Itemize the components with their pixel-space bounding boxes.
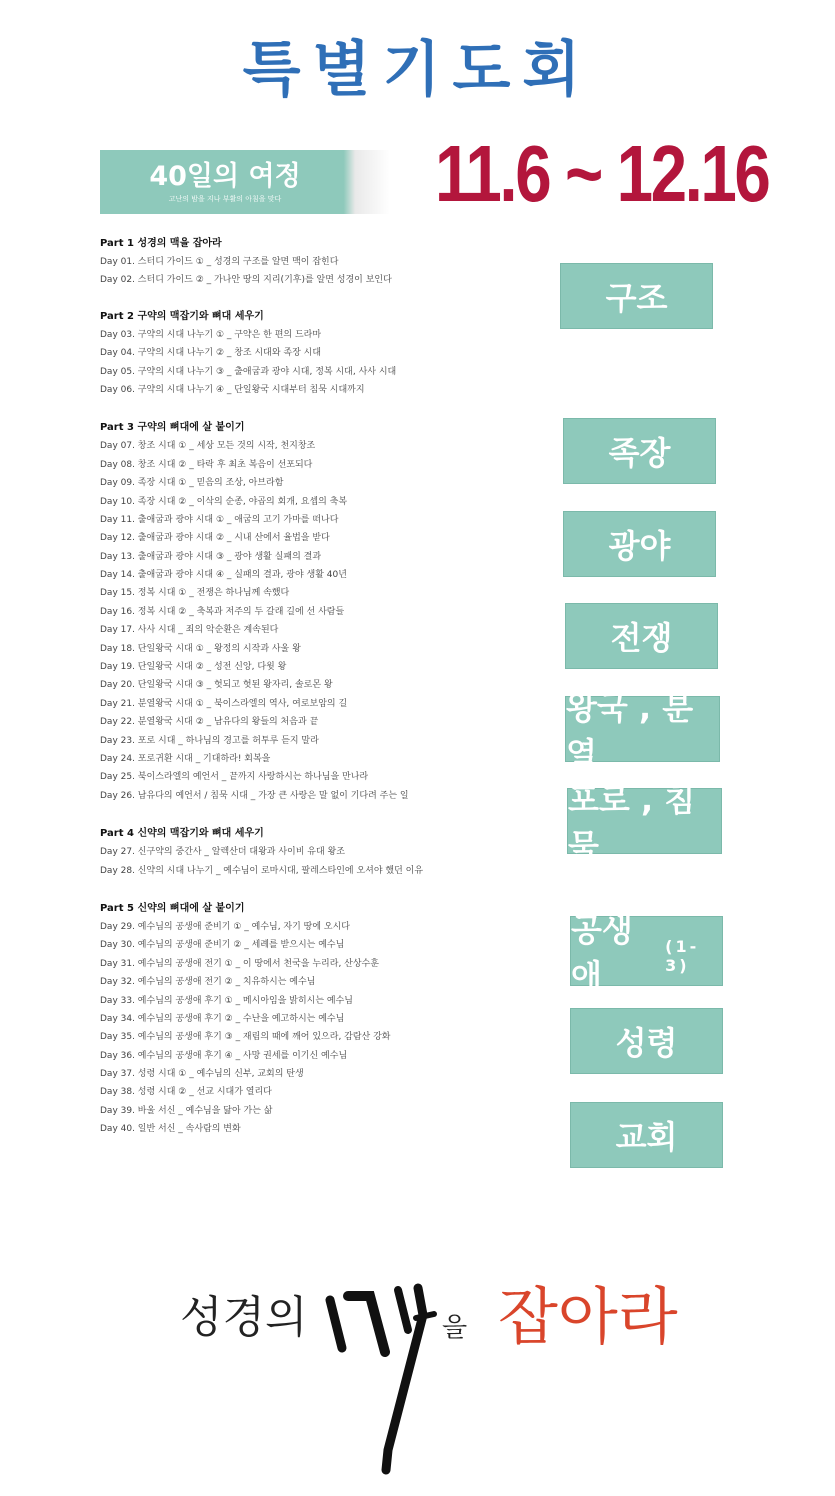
tag-holy-spirit: 성령 — [570, 1008, 723, 1074]
day-item: Day 33. 예수님의 공생애 후기 ① _ 메시아임을 밝히시는 예수님 — [100, 995, 353, 1006]
tag-structure: 구조 — [560, 263, 713, 329]
day-item: Day 30. 예수님의 공생애 준비기 ② _ 세례를 받으시는 예수님 — [100, 940, 345, 951]
day-item: Day 21. 분열왕국 시대 ① _ 북이스라엘의 역사, 여로보암의 길 — [100, 698, 348, 709]
day-item: Day 10. 족장 시대 ② _ 이삭의 순종, 야곱의 회개, 요셉의 축복 — [100, 496, 348, 507]
day-item: Day 37. 성령 시대 ① _ 예수님의 신부, 교회의 탄생 — [100, 1069, 304, 1080]
day-item: Day 39. 바울 서신 _ 예수님을 닮아 가는 삶 — [100, 1105, 273, 1116]
tag-wilderness: 광야 — [563, 511, 716, 577]
day-item: Day 13. 출애굽과 광야 시대 ③ _ 광야 생활 실패의 결과 — [100, 551, 322, 562]
day-item: Day 26. 남유다의 예언서 / 침묵 시대 _ 가장 큰 사랑은 말 없이 기다려 주는 일 — [100, 790, 409, 801]
slogan-calligraphy — [330, 1288, 434, 1470]
journey-banner — [100, 150, 390, 214]
day-item: Day 24. 포로귀환 시대 _ 기대하라! 회복을 — [100, 753, 271, 764]
day-item: Day 01. 스터디 가이드 ① _ 성경의 구조를 알면 맥이 잡힌다 — [100, 257, 339, 267]
date-range: 11.6 ~ 12.16 — [435, 129, 769, 218]
day-item: Day 38. 성령 시대 ② _ 선교 시대가 열리다 — [100, 1087, 272, 1098]
day-item: Day 04. 구약의 시대 나누기 ② _ 창조 시대와 족장 시대 — [100, 348, 322, 359]
part-heading: Part 5 신약의 뼈대에 살 붙이기 — [100, 902, 245, 914]
day-item: Day 05. 구약의 시대 나누기 ③ _ 출애굽과 광야 시대, 정복 시대, 사사 시대 — [100, 366, 397, 377]
day-item: Day 14. 출애굽과 광야 시대 ④ _ 실패의 결과, 광야 생활 40년 — [100, 570, 347, 581]
page-title: 특별기도회 — [242, 35, 593, 105]
day-item: Day 02. 스터디 가이드 ② _ 가나안 땅의 지리(기후)를 알면 성경이 보인다 — [100, 275, 392, 286]
part-heading: Part 2 구약의 맥잡기와 뼈대 세우기 — [100, 310, 264, 322]
day-item: Day 11. 출애굽과 광야 시대 ① _ 애굽의 고기 가마를 떠나다 — [100, 514, 339, 525]
day-item: Day 07. 창조 시대 ① _ 세상 모든 것의 시작, 천지창조 — [100, 441, 316, 452]
slogan-part-3: 잡아라 — [498, 1280, 678, 1353]
tag-patriarchs: 족장 — [563, 418, 716, 484]
part-heading: Part 1 성경의 맥을 잡아라 — [100, 238, 222, 249]
banner-subtitle: 고난의 밤을 지나 부활의 아침을 맞다 — [168, 195, 282, 203]
schedule-list — [100, 235, 540, 1139]
day-item: Day 18. 단일왕국 시대 ① _ 왕정의 시작과 사울 왕 — [100, 643, 301, 654]
banner-title: 40일의 여정 — [149, 161, 301, 192]
day-item: Day 34. 예수님의 공생애 후기 ② _ 수난을 예고하시는 예수님 — [100, 1013, 345, 1024]
day-item: Day 17. 사사 시대 _ 죄의 악순환은 계속된다 — [100, 625, 279, 636]
day-item: Day 32. 예수님의 공생애 전기 ② _ 치유하시는 예수님 — [100, 977, 316, 988]
day-item: Day 35. 예수님의 공생애 후기 ③ _ 재림의 때에 깨어 있으라, 감람산 강화 — [100, 1032, 391, 1043]
tag-war: 전쟁 — [565, 603, 718, 669]
day-item: Day 31. 예수님의 공생애 전기 ① _ 이 땅에서 천국을 누리라, 산상수훈 — [100, 958, 379, 969]
part-heading: Part 3 구약의 뼈대에 살 붙이기 — [100, 422, 245, 434]
day-item: Day 06. 구약의 시대 나누기 ④ _ 단일왕국 시대부터 침묵 시대까지 — [100, 384, 365, 395]
day-item: Day 40. 일반 서신 _ 속사람의 변화 — [100, 1124, 241, 1135]
day-item: Day 29. 예수님의 공생애 준비기 ① _ 예수님, 자기 땅에 오시다 — [100, 921, 351, 932]
day-item: Day 22. 분열왕국 시대 ② _ 남유다의 왕들의 처음과 끝 — [100, 717, 319, 728]
day-item: Day 23. 포로 시대 _ 하나님의 경고를 허투루 듣지 말라 — [100, 735, 319, 746]
day-item: Day 08. 창조 시대 ② _ 타락 후 최초 복음이 선포되다 — [100, 459, 313, 470]
tag-church: 교회 — [570, 1102, 723, 1168]
tag-public-ministry: 공생애 (1-3) — [570, 916, 723, 986]
day-item: Day 12. 출애굽과 광야 시대 ② _ 시내 산에서 율법을 받다 — [100, 533, 330, 544]
tag-exile-silence: 포로 , 침묵 — [567, 788, 722, 854]
slogan-logo — [180, 1270, 700, 1480]
day-item: Day 09. 족장 시대 ① _ 믿음의 조상, 아브라함 — [100, 478, 284, 489]
day-item: Day 27. 신구약의 중간사 _ 알렉산더 대왕과 사이비 유대 왕조 — [100, 847, 345, 858]
slogan-part-1: 성경의 — [180, 1292, 308, 1343]
tag-kingdom-division: 왕국 , 분열 — [565, 696, 720, 762]
day-item: Day 15. 정복 시대 ① _ 전쟁은 하나님께 속했다 — [100, 588, 290, 599]
day-item: Day 03. 구약의 시대 나누기 ① _ 구약은 한 편의 드라마 — [100, 329, 322, 340]
day-item: Day 16. 정복 시대 ② _ 축복과 저주의 두 갈래 길에 선 사람들 — [100, 606, 345, 617]
slogan-part-2: 을 — [442, 1313, 468, 1343]
day-item: Day 25. 북이스라엘의 예언서 _ 끝까지 사랑하시는 하나님을 만나라 — [100, 772, 369, 783]
day-item: Day 20. 단일왕국 시대 ③ _ 헛되고 헛된 왕자리, 솔로몬 왕 — [100, 680, 333, 691]
day-item: Day 36. 예수님의 공생애 후기 ④ _ 사망 권세를 이기신 예수님 — [100, 1050, 348, 1061]
part-heading: Part 4 신약의 맥잡기와 뼈대 세우기 — [100, 828, 264, 840]
day-item: Day 28. 신약의 시대 나누기 _ 예수님이 로마시대, 팔레스타인에 오셔야 했던 이유 — [100, 865, 424, 876]
day-item: Day 19. 단일왕국 시대 ② _ 성전 신앙, 다윗 왕 — [100, 662, 287, 673]
